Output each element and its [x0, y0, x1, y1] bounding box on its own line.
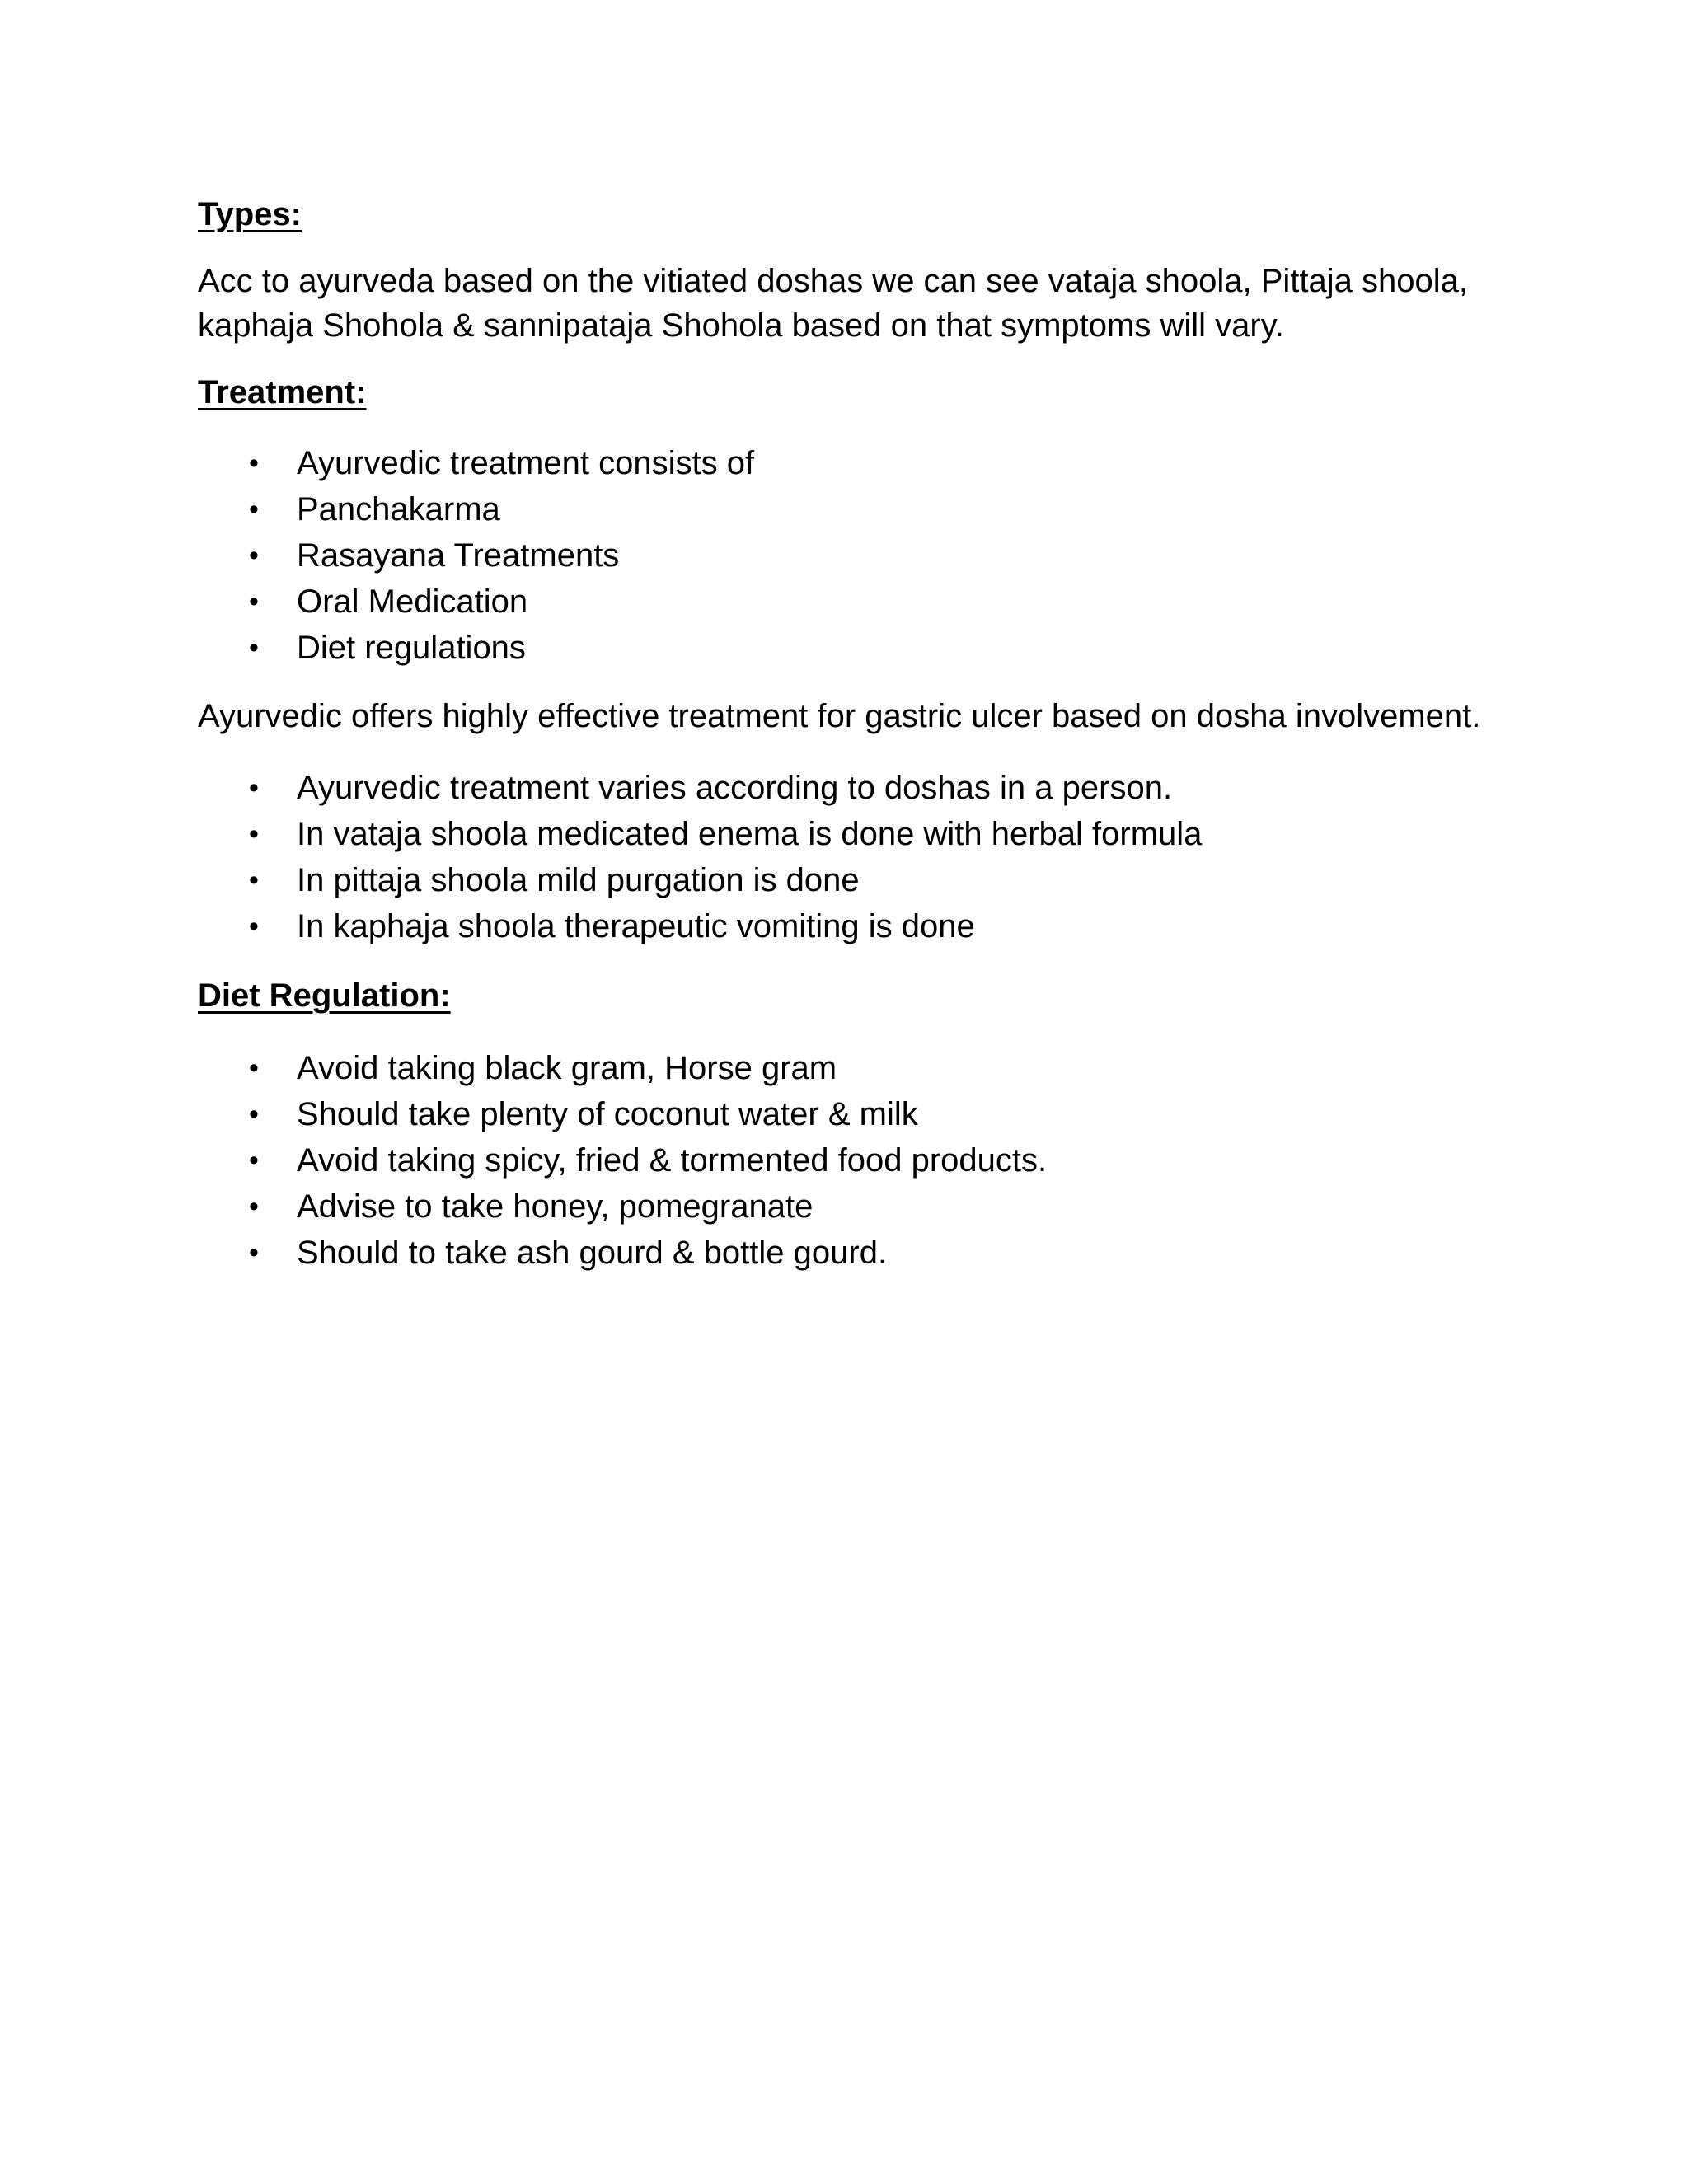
list-item	[198, 1230, 1550, 1276]
list-item	[198, 1091, 1550, 1137]
list-item-text: Ayurvedic treatment consists of	[297, 445, 755, 481]
bullet-icon: •	[249, 1237, 259, 1268]
dosha-treatment-list	[198, 765, 1550, 949]
list-item	[198, 857, 1550, 903]
list-item-text: In kaphaja shoola therapeutic vomiting is done	[297, 908, 975, 944]
bullet-icon: •	[249, 1191, 259, 1222]
list-item-text: Oral Medication	[297, 583, 528, 620]
list-item-text: Diet regulations	[297, 630, 526, 666]
list-item	[198, 579, 1550, 625]
list-item	[198, 1045, 1550, 1091]
bullet-icon: •	[249, 586, 259, 617]
treatment-list	[198, 440, 1550, 671]
list-item	[198, 1183, 1550, 1230]
list-item-text: Should to take ash gourd & bottle gourd.	[297, 1235, 888, 1271]
treatment-paragraph: Ayurvedic offers highly effective treatment for gastric ulcer based on dosha involvement.	[198, 698, 1481, 734]
list-item	[198, 440, 1550, 486]
types-paragraph-line-2: kaphaja Shohola & sannipataja Shohola based on that symptoms will vary.	[198, 307, 1284, 344]
list-item	[198, 486, 1550, 532]
bullet-icon: •	[249, 772, 259, 804]
bullet-icon: •	[249, 865, 259, 896]
list-item-text: Panchakarma	[297, 491, 500, 527]
list-item-text: Advise to take honey, pomegranate	[297, 1188, 814, 1225]
list-item-text: Rasayana Treatments	[297, 537, 620, 574]
diet-regulation-heading: Diet Regulation:	[198, 977, 451, 1014]
types-paragraph-line-1: Acc to ayurveda based on the vitiated doshas we can see vataja shoola, Pittaja shoola,	[198, 263, 1468, 299]
bullet-icon: •	[249, 1099, 259, 1130]
bullet-icon: •	[249, 818, 259, 850]
diet-regulation-list	[198, 1045, 1550, 1276]
bullet-icon: •	[249, 1145, 259, 1176]
list-item-text: Avoid taking black gram, Horse gram	[297, 1050, 837, 1086]
list-item-text: Ayurvedic treatment varies according to doshas in a person.	[297, 770, 1173, 806]
bullet-icon: •	[249, 448, 259, 479]
list-item	[198, 811, 1550, 857]
document-page	[198, 191, 1550, 1276]
bullet-icon: •	[249, 494, 259, 525]
list-item	[198, 903, 1550, 949]
bullet-icon: •	[249, 911, 259, 942]
bullet-icon: •	[249, 632, 259, 663]
types-heading: Types:	[198, 196, 302, 232]
list-item-text: In vataja shoola medicated enema is done with herbal formula	[297, 816, 1203, 852]
list-item	[198, 532, 1550, 579]
list-item-text: Should take plenty of coconut water & milk	[297, 1096, 918, 1132]
list-item-text: In pittaja shoola mild purgation is done	[297, 862, 860, 898]
list-item	[198, 1137, 1550, 1183]
bullet-icon: •	[249, 1052, 259, 1084]
bullet-icon: •	[249, 540, 259, 571]
list-item	[198, 625, 1550, 671]
list-item-text: Avoid taking spicy, fried & tormented food products.	[297, 1142, 1048, 1179]
treatment-heading: Treatment:	[198, 374, 367, 410]
list-item	[198, 765, 1550, 811]
types-paragraph	[198, 259, 1550, 348]
